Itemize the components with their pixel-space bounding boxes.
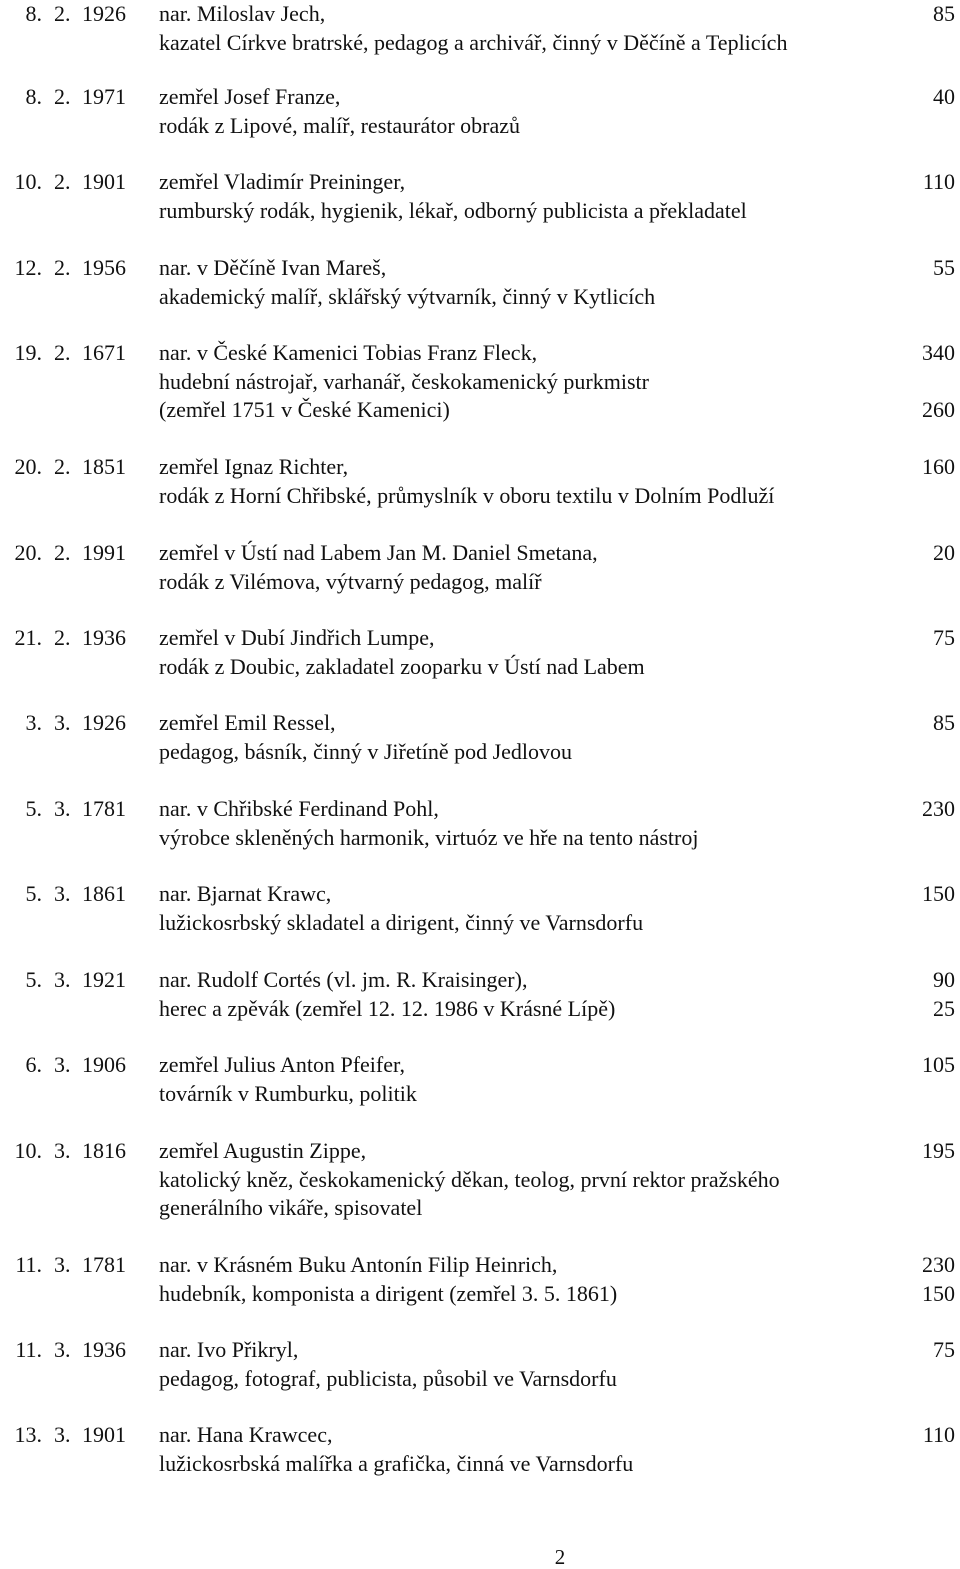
entry-month: 3. [54, 1252, 71, 1277]
entry-heading-line [0, 795, 960, 823]
entry-month: 3. [54, 881, 71, 906]
entry-anniversary-years: 20 [933, 540, 955, 565]
entry-detail-line [0, 197, 960, 225]
entry-month: 2. [54, 540, 71, 565]
entry-day: 12. [14, 255, 42, 280]
entry-day: 3. [25, 710, 42, 735]
entry-year: 1991 [82, 540, 126, 565]
entry-anniversary-years: 75 [933, 625, 955, 650]
entry-detail-line [0, 283, 960, 311]
entry-detail-line [0, 1280, 960, 1308]
entry-detail-line [0, 396, 960, 424]
entry-heading-line [0, 453, 960, 481]
entry-day: 11. [15, 1252, 42, 1277]
entry-month: 3. [54, 1052, 71, 1077]
entry-description: továrník v Rumburku, politik [159, 1080, 417, 1106]
entry-detail-line [0, 1166, 960, 1194]
entry-description: hudební nástrojař, varhanář, českokamenický purkmistr [159, 368, 649, 394]
entry-anniversary-years: 110 [922, 169, 955, 194]
entry-day: 5. [25, 796, 42, 821]
entry-year: 1926 [82, 1, 126, 26]
entry-anniversary-years: 40 [933, 84, 955, 109]
entry-day: 6. [25, 1052, 42, 1077]
entry-detail-line [0, 1450, 960, 1478]
entry-title: zemřel v Ústí nad Labem Jan M. Daniel Smetana, [159, 540, 598, 565]
entry-detail-line [0, 1194, 960, 1222]
entry-year: 1901 [82, 1422, 126, 1447]
page-number: 2 [554, 1545, 566, 1569]
entry-year: 1851 [82, 454, 126, 479]
entry-description: kazatel Církve bratrské, pedagog a archivář, činný v Děčíně a Teplicích [159, 29, 788, 55]
entry-title: zemřel Josef Franze, [159, 84, 341, 109]
entry-year: 1781 [82, 1252, 126, 1277]
entry-title: zemřel Ignaz Richter, [159, 454, 349, 479]
entry-year: 1921 [82, 967, 126, 992]
entry-title: zemřel Emil Ressel, [159, 710, 336, 735]
entry-description: hudebník, komponista a dirigent (zemřel 3. 5. 1861) [159, 1280, 618, 1306]
entry-anniversary-years: 55 [933, 255, 955, 280]
entry-day: 11. [15, 1337, 42, 1362]
entry-heading-line [0, 1137, 960, 1165]
entry-title: nar. v Krásném Buku Antonín Filip Heinrich, [159, 1252, 558, 1277]
entry-detail-line [0, 482, 960, 510]
entry-description: pedagog, básník, činný v Jiřetíně pod Jedlovou [159, 738, 573, 764]
entry-year: 1781 [82, 796, 126, 821]
entry-description: lužickosrbská malířka a grafička, činná ve Varnsdorfu [159, 1450, 634, 1476]
entry-day: 10. [14, 169, 42, 194]
entry-month: 3. [54, 1337, 71, 1362]
entry-day: 8. [25, 84, 42, 109]
entry-month: 2. [54, 169, 71, 194]
entry-month: 3. [54, 1138, 71, 1163]
entry-anniversary-years: 85 [933, 1, 955, 26]
entry-detail-line [0, 29, 960, 57]
entry-heading-line [0, 1051, 960, 1079]
entry-heading-line [0, 83, 960, 111]
entry-detail-line [0, 824, 960, 852]
entry-detail-line [0, 738, 960, 766]
entry-description: rodák z Vilémova, výtvarný pedagog, malíř [159, 568, 542, 594]
entry-anniversary-years: 150 [922, 881, 955, 906]
entry-description: lužickosrbský skladatel a dirigent, činný ve Varnsdorfu [159, 909, 644, 935]
entry-anniversary-years: 85 [933, 710, 955, 735]
entry-month: 3. [54, 967, 71, 992]
entry-description: rodák z Horní Chřibské, průmyslník v oboru textilu v Dolním Podluží [159, 482, 775, 508]
entry-month: 2. [54, 340, 71, 365]
entry-title: nar. v Děčíně Ivan Mareš, [159, 255, 387, 280]
entry-heading-line [0, 0, 960, 28]
entry-year: 1956 [82, 255, 126, 280]
entry-heading-line [0, 254, 960, 282]
entry-title: nar. Miloslav Jech, [159, 1, 326, 26]
entry-year: 1936 [82, 625, 126, 650]
entry-year: 1901 [82, 169, 126, 194]
entry-detail-line [0, 112, 960, 140]
entry-month: 2. [54, 84, 71, 109]
entry-year: 1861 [82, 881, 126, 906]
entry-title: nar. Rudolf Cortés (vl. jm. R. Kraisinger), [159, 967, 528, 992]
entry-anniversary-years: 90 [933, 967, 955, 992]
entry-year: 1816 [82, 1138, 126, 1163]
entry-anniversary-years: 25 [933, 995, 955, 1021]
entry-detail-line [0, 568, 960, 596]
entry-title: zemřel Julius Anton Pfeifer, [159, 1052, 405, 1077]
entry-day: 10. [14, 1138, 42, 1163]
entry-anniversary-years: 75 [933, 1337, 955, 1362]
entry-description: rumburský rodák, hygienik, lékař, odborný publicista a překladatel [159, 197, 747, 223]
entry-month: 2. [54, 625, 71, 650]
entry-detail-line [0, 995, 960, 1023]
entry-month: 2. [54, 255, 71, 280]
entry-day: 20. [14, 454, 42, 479]
entry-title: nar. v Chřibské Ferdinand Pohl, [159, 796, 439, 821]
entry-anniversary-years: 230 [922, 1252, 955, 1277]
entry-detail-line [0, 653, 960, 681]
entry-anniversary-years: 260 [922, 397, 955, 422]
entry-anniversary-years: 105 [922, 1052, 955, 1077]
entry-anniversary-years: 195 [922, 1138, 955, 1163]
entry-anniversary-years: 160 [922, 454, 955, 479]
entry-anniversary-years: 150 [922, 1280, 955, 1306]
entry-detail-line [0, 909, 960, 937]
entry-day: 19. [14, 340, 42, 365]
entry-year: 1936 [82, 1337, 126, 1362]
entry-description: (zemřel 1751 v České Kamenici) [159, 397, 450, 422]
entry-heading-line [0, 966, 960, 994]
entry-description: herec a zpěvák (zemřel 12. 12. 1986 v Krásné Lípě) [159, 995, 616, 1021]
entry-title: zemřel Augustin Zippe, [159, 1138, 367, 1163]
entry-title: zemřel Vladimír Preininger, [159, 169, 406, 194]
entry-heading-line [0, 168, 960, 196]
entry-year: 1926 [82, 710, 126, 735]
entry-title: nar. Hana Krawcec, [159, 1422, 333, 1447]
entry-description: rodák z Lipové, malíř, restaurátor obrazů [159, 112, 521, 138]
entry-title: nar. v České Kamenici Tobias Franz Fleck, [159, 340, 538, 365]
entry-heading-line [0, 1421, 960, 1449]
entry-month: 3. [54, 796, 71, 821]
entry-heading-line [0, 339, 960, 367]
entry-description: rodák z Doubic, zakladatel zooparku v Ústí nad Labem [159, 653, 645, 679]
entry-day: 5. [25, 881, 42, 906]
entry-heading-line [0, 539, 960, 567]
entry-description: výrobce skleněných harmonik, virtuóz ve hře na tento nástroj [159, 824, 699, 850]
entry-description: pedagog, fotograf, publicista, působil ve Varnsdorfu [159, 1365, 617, 1391]
entry-day: 20. [14, 540, 42, 565]
entry-anniversary-years: 340 [922, 340, 955, 365]
entry-month: 2. [54, 1, 71, 26]
entry-heading-line [0, 880, 960, 908]
entry-month: 3. [54, 1422, 71, 1447]
entry-day: 21. [14, 625, 42, 650]
entry-year: 1906 [82, 1052, 126, 1077]
entry-anniversary-years: 230 [922, 796, 955, 821]
entry-heading-line [0, 624, 960, 652]
entry-detail-line [0, 368, 960, 396]
entry-anniversary-years: 110 [922, 1422, 955, 1447]
entry-heading-line [0, 1336, 960, 1364]
entry-heading-line [0, 1251, 960, 1279]
entry-detail-line [0, 1365, 960, 1393]
entry-day: 5. [25, 967, 42, 992]
entry-year: 1971 [82, 84, 126, 109]
entry-day: 8. [25, 1, 42, 26]
entry-month: 3. [54, 710, 71, 735]
entry-description: katolický kněz, českokamenický děkan, teolog, první rektor pražského [159, 1166, 780, 1192]
entry-year: 1671 [82, 340, 126, 365]
entry-title: nar. Ivo Přikryl, [159, 1337, 299, 1362]
entry-detail-line [0, 1080, 960, 1108]
entry-description: akademický malíř, sklářský výtvarník, činný v Kytlicích [159, 283, 656, 309]
entry-title: zemřel v Dubí Jindřich Lumpe, [159, 625, 435, 650]
entry-title: nar. Bjarnat Krawc, [159, 881, 332, 906]
entry-day: 13. [14, 1422, 42, 1447]
entry-description: generálního vikáře, spisovatel [159, 1195, 423, 1220]
entry-month: 2. [54, 454, 71, 479]
entry-heading-line [0, 709, 960, 737]
